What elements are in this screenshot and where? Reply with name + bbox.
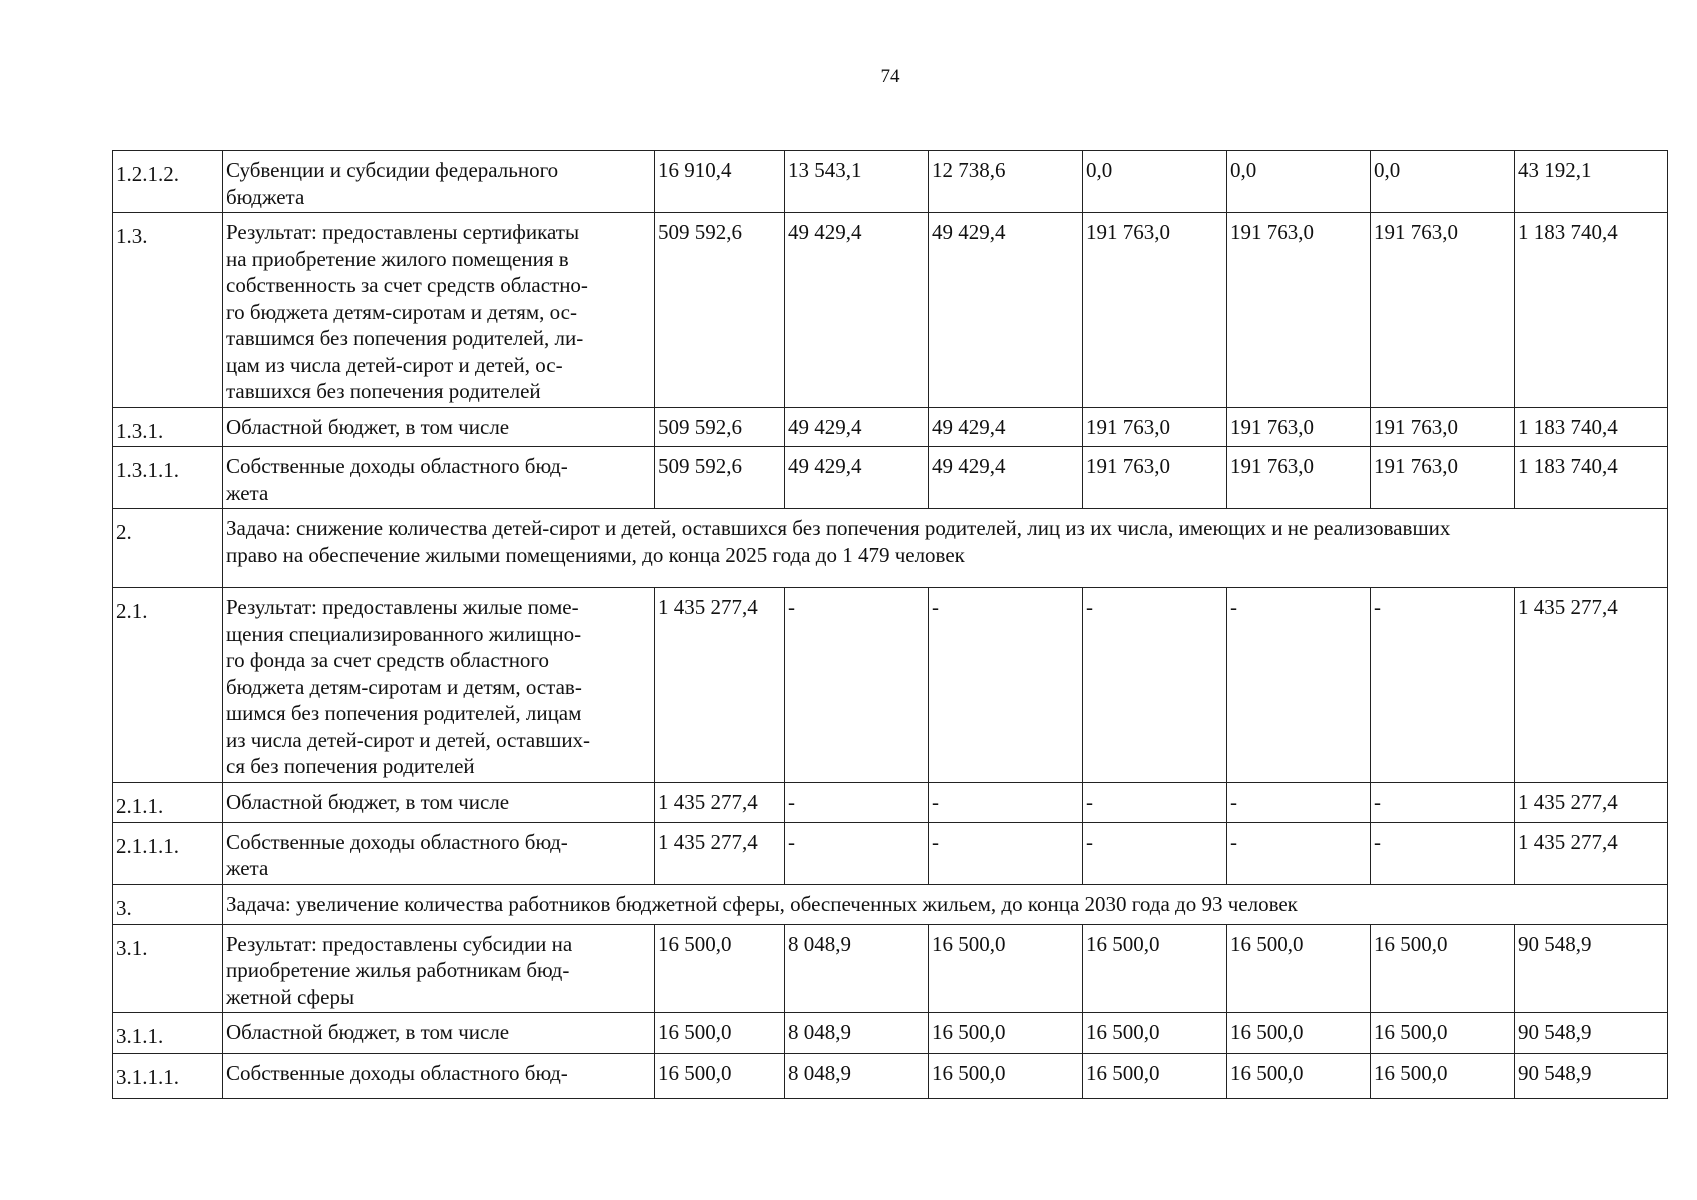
- value-cell: 16 500,0: [1227, 1054, 1371, 1099]
- row-code: 3.1.1.1.: [113, 1054, 223, 1099]
- row-code: 2.1.: [113, 588, 223, 783]
- table-row: [113, 822, 1668, 884]
- value-cell: 0,0: [1227, 151, 1371, 213]
- description-line: Собственные доходы областного бюд-: [226, 829, 568, 854]
- value-total: 1 183 740,4: [1515, 213, 1668, 408]
- table-row: [113, 151, 1668, 213]
- value-cell: 16 500,0: [929, 924, 1083, 1013]
- value-cell: 0,0: [1083, 151, 1227, 213]
- value-cell: 8 048,9: [785, 924, 929, 1013]
- description-line: из числа детей-сирот и детей, оставших-: [226, 727, 591, 752]
- description-line: Областной бюджет, в том числе: [226, 789, 510, 814]
- value-cell: 16 500,0: [1371, 924, 1515, 1013]
- value-cell: 16 500,0: [929, 1054, 1083, 1099]
- description-line: го фонда за счет средств областного: [226, 648, 550, 672]
- description-line: жета: [226, 856, 269, 880]
- table-row: [113, 782, 1668, 822]
- value-cell: -: [1371, 588, 1515, 783]
- value-cell: -: [1227, 822, 1371, 884]
- description-line: Областной бюджет, в том числе: [226, 414, 510, 439]
- row-code: 3.: [113, 884, 223, 924]
- value-cell: 49 429,4: [785, 213, 929, 408]
- description-line: Областной бюджет, в том числе: [226, 1020, 510, 1044]
- value-cell: -: [929, 588, 1083, 783]
- value-cell: 13 543,1: [785, 151, 929, 213]
- value-cell: 49 429,4: [929, 447, 1083, 509]
- description-line: Результат: предоставлены жилые поме-: [226, 595, 579, 619]
- value-cell: -: [1227, 588, 1371, 783]
- value-cell: 16 500,0: [655, 924, 785, 1013]
- value-cell: 191 763,0: [1227, 447, 1371, 509]
- table-row: [113, 1054, 1668, 1099]
- row-code: 1.2.1.2.: [113, 151, 223, 213]
- value-cell: -: [785, 588, 929, 783]
- value-cell: 49 429,4: [929, 213, 1083, 408]
- description-line: ся без попечения родителей: [226, 754, 475, 778]
- value-cell: 16 500,0: [1083, 1054, 1227, 1099]
- description-line: жета: [226, 480, 269, 505]
- row-description: [223, 822, 655, 884]
- value-cell: -: [929, 782, 1083, 822]
- value-cell: -: [1083, 822, 1227, 884]
- row-code: 1.3.1.: [113, 407, 223, 447]
- value-cell: 16 500,0: [655, 1054, 785, 1099]
- value-cell: 16 500,0: [655, 1013, 785, 1054]
- description-line: тавшимся без попечения родителей, ли-: [226, 326, 584, 350]
- value-cell: 191 763,0: [1083, 407, 1227, 447]
- row-description: [223, 447, 655, 509]
- value-cell: 191 763,0: [1083, 447, 1227, 509]
- description-line: Результат: предоставлены субсидии на: [226, 931, 573, 956]
- value-cell: 49 429,4: [785, 447, 929, 509]
- table-row: [113, 447, 1668, 509]
- value-cell: 8 048,9: [785, 1054, 929, 1099]
- description-line: бюджета детям-сиротам и детям, остав-: [226, 674, 582, 699]
- value-cell: 8 048,9: [785, 1013, 929, 1054]
- row-code: 1.3.1.1.: [113, 447, 223, 509]
- description-line: Результат: предоставлены сертификаты: [226, 220, 580, 244]
- value-cell: 1 435 277,4: [655, 588, 785, 783]
- value-total: 1 435 277,4: [1515, 782, 1668, 822]
- row-description: [223, 782, 655, 822]
- description-line: тавшихся без попечения родителей: [226, 379, 541, 403]
- value-cell: 16 500,0: [1083, 924, 1227, 1013]
- row-description: [223, 1054, 655, 1099]
- description-line: Задача: снижение количества детей-сирот и детей, оставшихся без попечения родителей, лиц из их числа, имеющих и не реализовавших: [226, 516, 1451, 540]
- row-description: [223, 213, 655, 408]
- value-total: 1 183 740,4: [1515, 447, 1668, 509]
- table-body: [113, 151, 1668, 1099]
- task-description: [223, 884, 1668, 924]
- value-cell: -: [1371, 782, 1515, 822]
- row-description: [223, 1013, 655, 1054]
- value-total: 90 548,9: [1515, 1013, 1668, 1054]
- description-line: го бюджета детям-сиротам и детям, ос-: [226, 299, 577, 324]
- task-row: [113, 884, 1668, 924]
- value-cell: 191 763,0: [1227, 407, 1371, 447]
- description-line: собственность за счет средств областно-: [226, 273, 588, 297]
- value-total: 1 435 277,4: [1515, 822, 1668, 884]
- value-cell: 16 500,0: [1083, 1013, 1227, 1054]
- value-cell: 16 500,0: [1371, 1054, 1515, 1099]
- description-line: щения специализированного жилищно-: [226, 621, 582, 646]
- value-cell: -: [929, 822, 1083, 884]
- row-description: [223, 151, 655, 213]
- value-total: 90 548,9: [1515, 924, 1668, 1013]
- value-cell: -: [785, 822, 929, 884]
- table-row: [113, 588, 1668, 783]
- row-code: 2.: [113, 509, 223, 588]
- value-cell: -: [785, 782, 929, 822]
- description-line: приобретение жилья работникам бюд-: [226, 958, 570, 982]
- description-line: Собственные доходы областного бюд-: [226, 454, 568, 478]
- task-description: [223, 509, 1668, 588]
- value-cell: -: [1083, 782, 1227, 822]
- value-cell: -: [1371, 822, 1515, 884]
- task-row: [113, 509, 1668, 588]
- value-cell: 509 592,6: [655, 447, 785, 509]
- description-line: право на обеспечение жилыми помещениями, до конца 2025 года до 1 479 человек: [226, 542, 965, 567]
- description-line: жетной сферы: [226, 984, 355, 1009]
- row-code: 1.3.: [113, 213, 223, 408]
- row-code: 3.1.: [113, 924, 223, 1013]
- value-cell: 12 738,6: [929, 151, 1083, 213]
- value-cell: 191 763,0: [1083, 213, 1227, 408]
- value-cell: 16 500,0: [1371, 1013, 1515, 1054]
- value-cell: 191 763,0: [1227, 213, 1371, 408]
- value-cell: 1 435 277,4: [655, 782, 785, 822]
- value-cell: 49 429,4: [785, 407, 929, 447]
- row-code: 3.1.1.: [113, 1013, 223, 1054]
- page-number: 74: [880, 66, 900, 87]
- value-cell: 16 500,0: [1227, 1013, 1371, 1054]
- row-code: 2.1.1.1.: [113, 822, 223, 884]
- table-row: [113, 407, 1668, 447]
- row-description: [223, 924, 655, 1013]
- description-line: на приобретение жилого помещения в: [226, 246, 569, 271]
- description-line: шимся без попечения родителей, лицам: [226, 701, 582, 725]
- value-cell: 49 429,4: [929, 407, 1083, 447]
- value-cell: 509 592,6: [655, 213, 785, 408]
- value-cell: -: [1227, 782, 1371, 822]
- description-line: Субвенции и субсидии федерального: [226, 158, 559, 182]
- row-code: 2.1.1.: [113, 782, 223, 822]
- row-description: [223, 588, 655, 783]
- row-description: [223, 407, 655, 447]
- value-total: 1 183 740,4: [1515, 407, 1668, 447]
- value-total: 90 548,9: [1515, 1054, 1668, 1099]
- description-line: Собственные доходы областного бюд-: [226, 1061, 568, 1085]
- table-row: [113, 1013, 1668, 1054]
- table-row: [113, 213, 1668, 408]
- budget-table: [112, 150, 1668, 1099]
- value-cell: 191 763,0: [1371, 213, 1515, 408]
- value-cell: -: [1083, 588, 1227, 783]
- value-cell: 0,0: [1371, 151, 1515, 213]
- value-cell: 191 763,0: [1371, 407, 1515, 447]
- value-cell: 509 592,6: [655, 407, 785, 447]
- table-row: [113, 924, 1668, 1013]
- value-total: 43 192,1: [1515, 151, 1668, 213]
- description-line: бюджета: [226, 184, 305, 209]
- value-cell: 16 500,0: [1227, 924, 1371, 1013]
- value-cell: 1 435 277,4: [655, 822, 785, 884]
- description-line: цам из числа детей-сирот и детей, ос-: [226, 352, 563, 377]
- value-cell: 16 910,4: [655, 151, 785, 213]
- description-line: Задача: увеличение количества работников бюджетной сферы, обеспеченных жильем, до конца 2030 года до 93 человек: [226, 891, 1298, 916]
- value-cell: 16 500,0: [929, 1013, 1083, 1054]
- value-total: 1 435 277,4: [1515, 588, 1668, 783]
- value-cell: 191 763,0: [1371, 447, 1515, 509]
